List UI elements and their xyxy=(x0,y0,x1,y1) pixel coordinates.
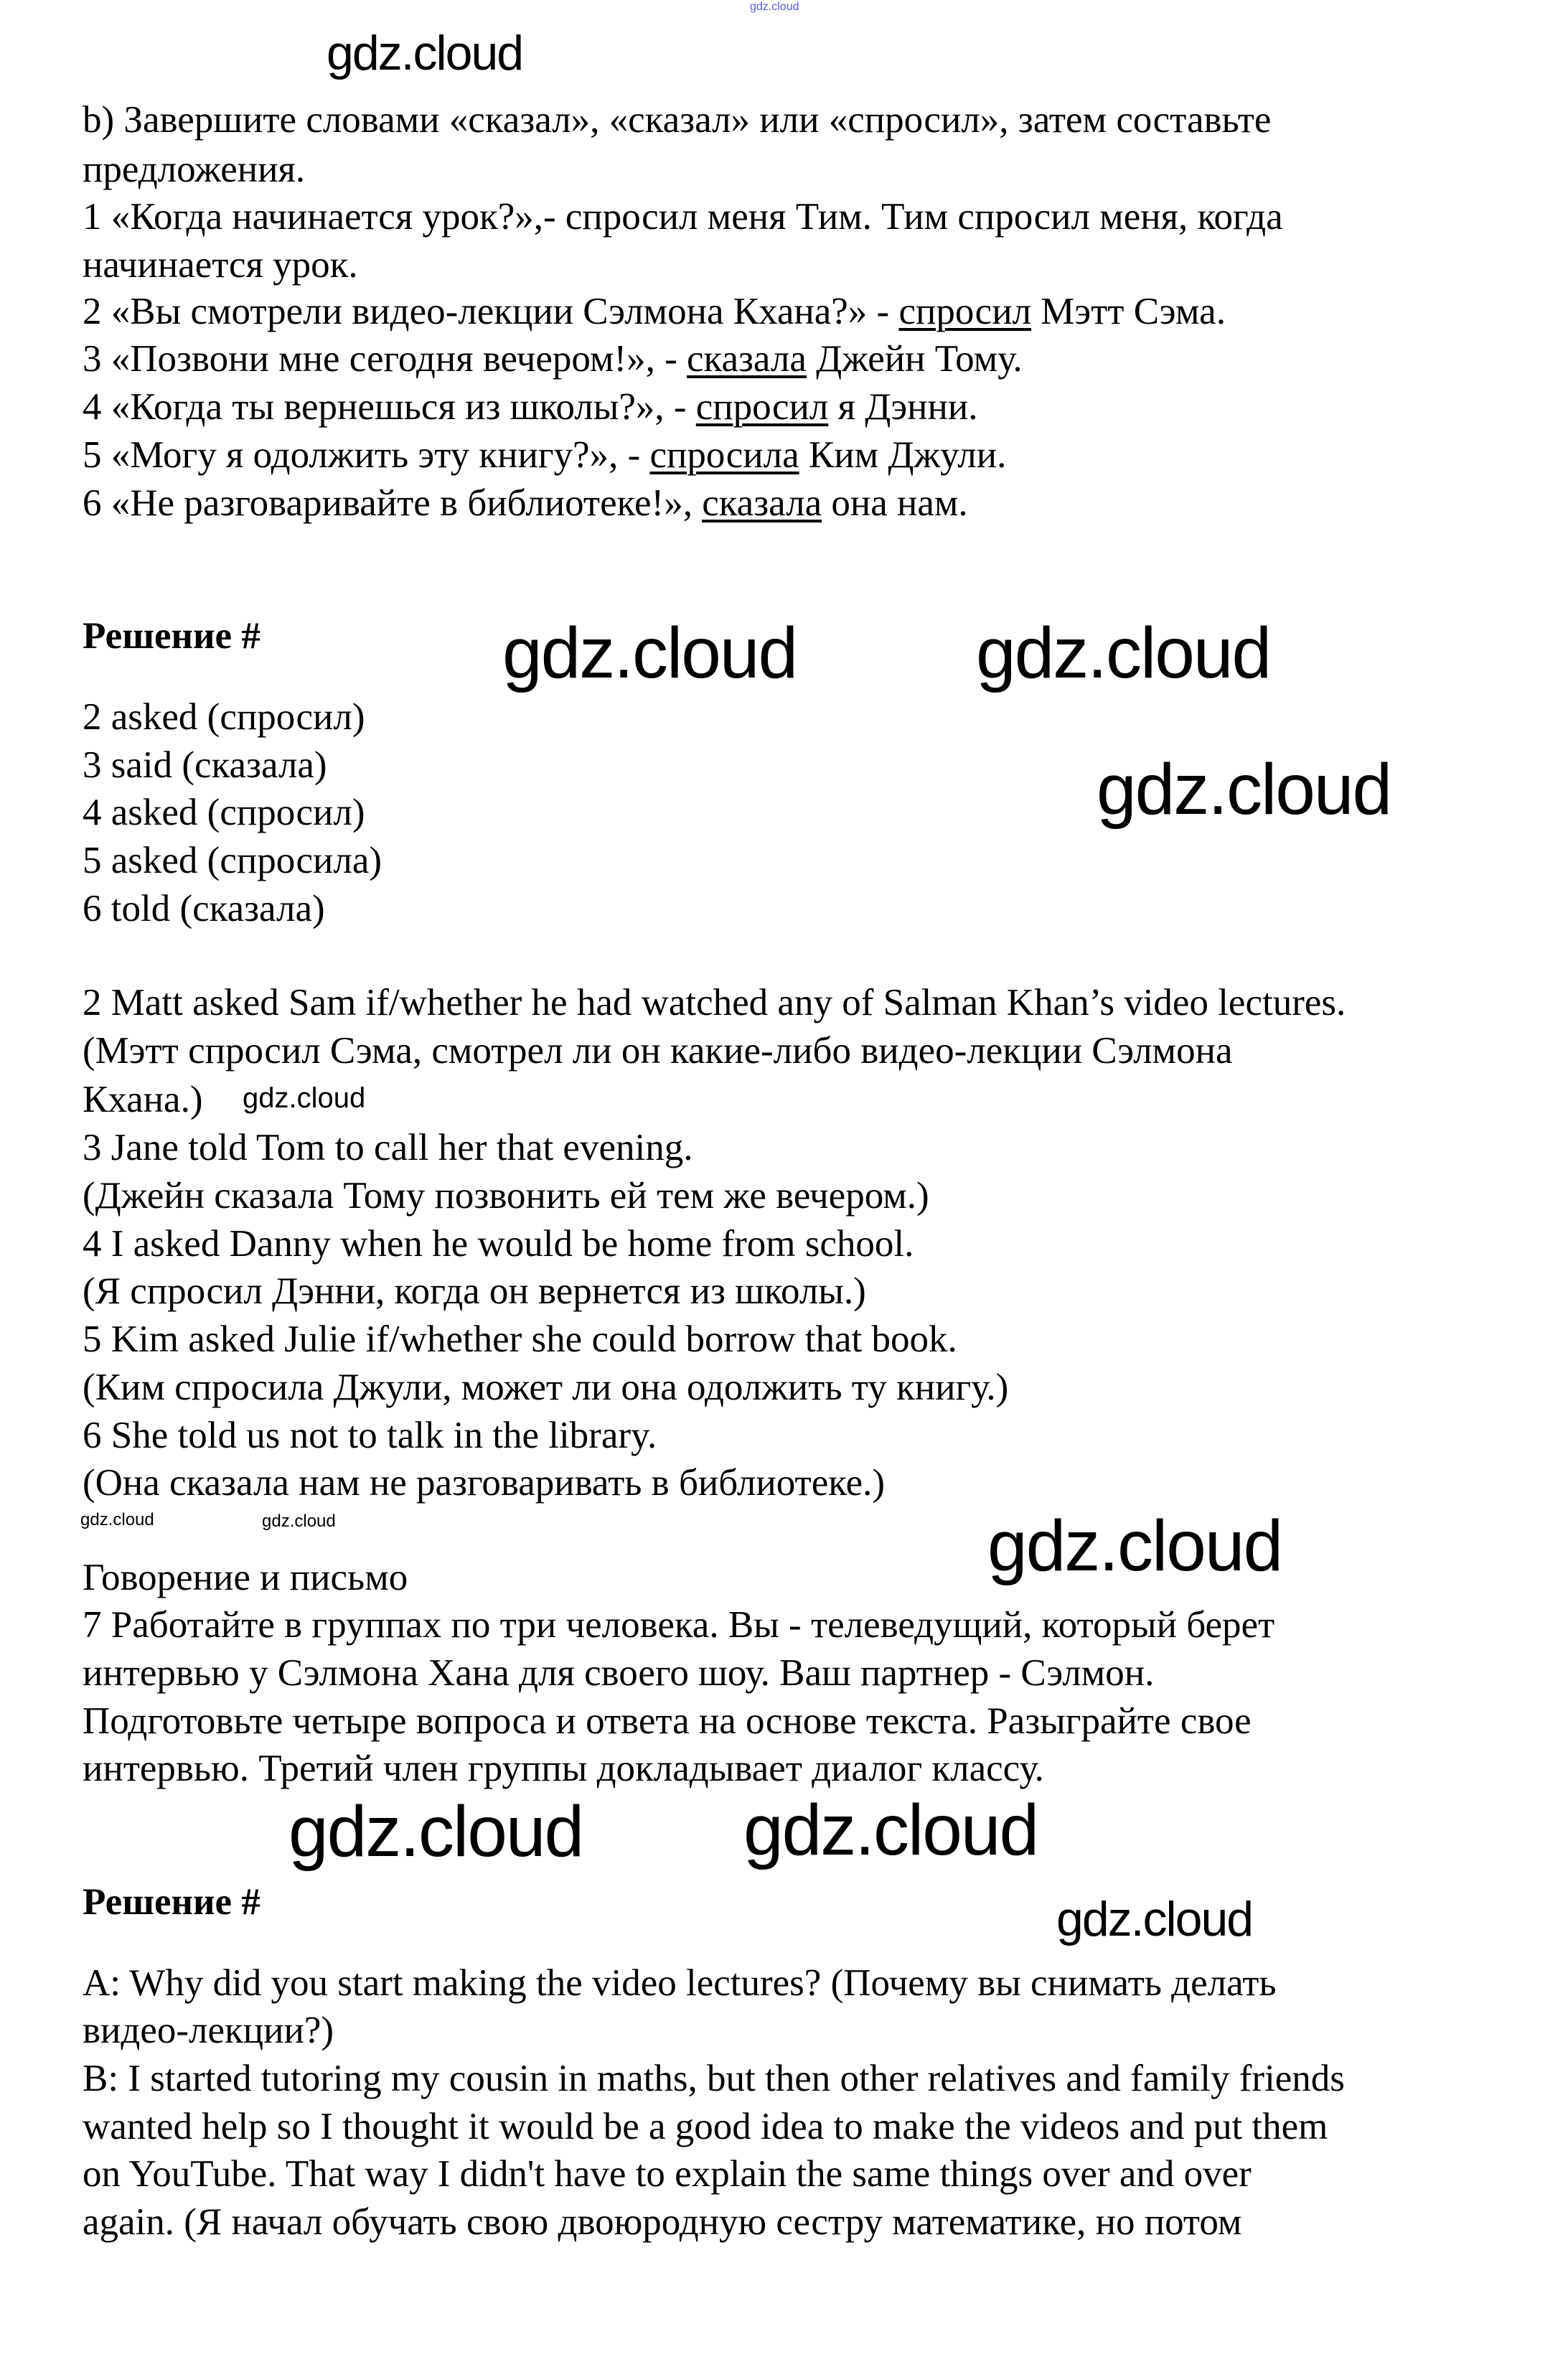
dialogue-line: A: Why did you start making the video lectures? (Почему вы снимать делать xyxy=(83,1962,1277,2004)
task-item: 2 «Вы смотрели видео-лекции Сэлмона Кхана?» - спросил Мэтт Сэма. xyxy=(83,291,1226,332)
answer-line: 2 asked (спросил) xyxy=(83,696,365,738)
task-7-line: интервью. Третий член группы докладывает диалог классу. xyxy=(83,1748,1044,1789)
answer-line: 5 asked (спросила) xyxy=(83,840,382,881)
sentence-line: 4 I asked Danny when he would be home from school. xyxy=(83,1223,914,1265)
sentence-line: 3 Jane told Tom to call her that evening. xyxy=(83,1127,693,1168)
task-b-instruction: b) Завершите словами «сказал», «сказал» или «спросил», затем составьте xyxy=(83,99,1272,141)
watermark: gdz.cloud xyxy=(976,613,1271,693)
watermark: gdz.cloud xyxy=(288,1791,583,1872)
watermark: gdz.cloud xyxy=(987,1506,1282,1586)
task-7-line: 7 Работайте в группах по три человека. Вы - телеведущий, который берет xyxy=(83,1604,1275,1646)
task-item: 5 «Могу я одолжить эту книгу?», - спросила Ким Джули. xyxy=(83,434,1007,476)
task-7-line: Подготовьте четыре вопроса и ответа на основе текста. Разыграйте свое xyxy=(83,1700,1252,1742)
sentence-line: (Ким спросила Джули, может ли она одолжить ту книгу.) xyxy=(83,1367,1009,1408)
watermark: gdz.cloud xyxy=(1056,1892,1253,1946)
dialogue-line: again. (Я начал обучать свою двоюродную сестру математике, но потом xyxy=(83,2201,1242,2243)
task-7-line: интервью у Сэлмона Хана для своего шоу. Ваш партнер - Сэлмон. xyxy=(83,1652,1155,1694)
answer-word: спросил xyxy=(695,386,829,428)
sentence-line: 2 Matt asked Sam if/whether he had watched any of Salman Khan’s video lectures. xyxy=(83,982,1346,1023)
task-b-instruction-cont: предложения. xyxy=(83,149,306,190)
watermark: gdz.cloud xyxy=(262,1512,336,1531)
watermark: gdz.cloud xyxy=(243,1082,366,1114)
watermark: gdz.cloud xyxy=(1097,749,1391,830)
watermark: gdz.cloud xyxy=(743,1790,1038,1870)
task-item: 1 «Когда начинается урок?»,- спросил меня Тим. Тим спросил меня, когда xyxy=(83,196,1283,238)
answer-word: сказала xyxy=(687,338,807,380)
sentence-line: (Джейн сказала Тому позвонить ей тем же вечером.) xyxy=(83,1175,929,1217)
task-item: 3 «Позвони мне сегодня вечером!», - сказала Джейн Тому. xyxy=(83,338,1023,380)
solution-heading: Решение # xyxy=(83,1881,260,1923)
sentence-line: (Я спросил Дэнни, когда он вернется из школы.) xyxy=(83,1270,866,1312)
section-title: Говорение и письмо xyxy=(83,1557,408,1598)
answer-line: 6 told (сказала) xyxy=(83,888,325,929)
sentence-line: (Мэтт спросил Сэма, смотрел ли он какие-либо видео-лекции Сэлмона xyxy=(83,1030,1233,1072)
sentence-line: (Она сказала нам не разговаривать в библиотеке.) xyxy=(83,1462,886,1504)
answer-word: сказала xyxy=(702,482,822,524)
answer-word: спросила xyxy=(649,434,799,476)
watermark-top: gdz.cloud xyxy=(750,1,799,13)
answer-line: 3 said (сказала) xyxy=(83,744,327,786)
watermark: gdz.cloud xyxy=(502,613,797,693)
sentence-line: 5 Kim asked Julie if/whether she could borrow that book. xyxy=(83,1318,957,1360)
task-item: 6 «Не разговаривайте в библиотеке!», сказала она нам. xyxy=(83,482,968,524)
answer-line: 4 asked (спросил) xyxy=(83,792,365,833)
dialogue-line: on YouTube. That way I didn't have to explain the same things over and over xyxy=(83,2153,1252,2195)
sentence-line: 6 She told us not to talk in the library. xyxy=(83,1415,657,1456)
dialogue-line: wanted help so I thought it would be a good idea to make the videos and put them xyxy=(83,2106,1328,2147)
answer-word: спросил xyxy=(898,291,1032,332)
dialogue-line: B: I started tutoring my cousin in maths, but then other relatives and family friends xyxy=(83,2058,1345,2099)
watermark: gdz.cloud xyxy=(327,26,523,80)
sentence-line: Кхана.) xyxy=(83,1079,203,1120)
task-item: 4 «Когда ты вернешься из школы?», - спросил я Дэнни. xyxy=(83,386,978,428)
solution-heading: Решение # xyxy=(83,615,260,657)
task-item: начинается урок. xyxy=(83,244,358,286)
watermark: gdz.cloud xyxy=(80,1510,154,1529)
dialogue-line: видео-лекции?) xyxy=(83,2010,334,2051)
